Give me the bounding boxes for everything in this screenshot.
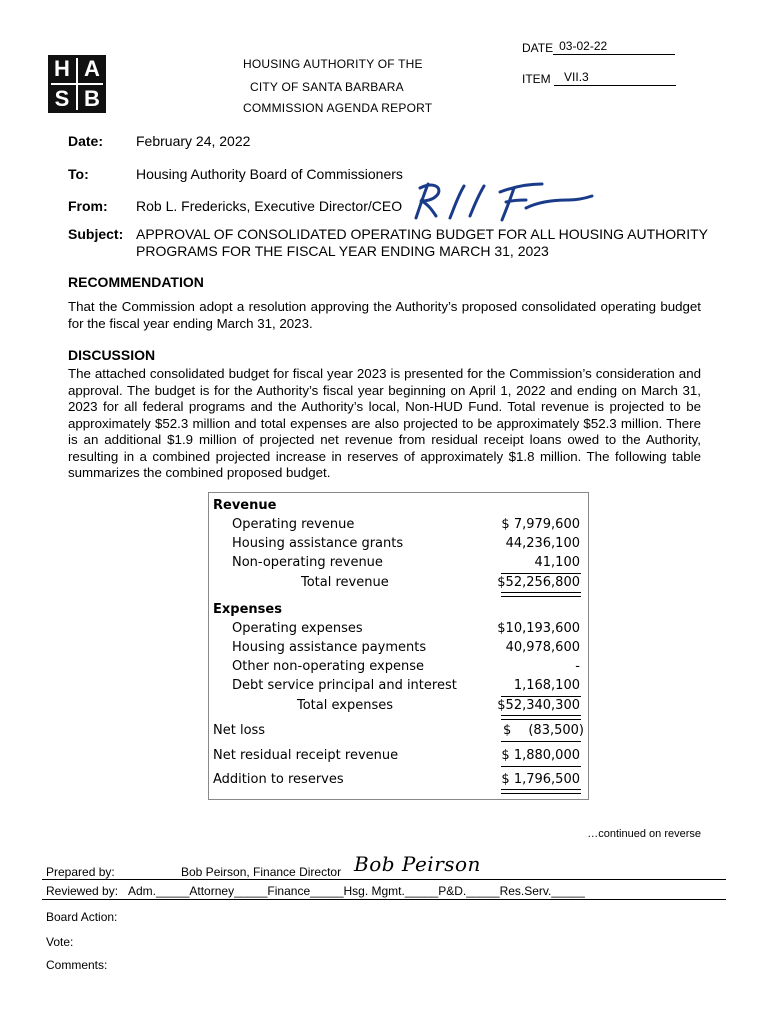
net-loss-value: (83,500) — [528, 723, 584, 738]
expense-item-value: - — [575, 659, 580, 674]
table-row — [209, 676, 588, 695]
continued-note: …continued on reverse — [587, 828, 701, 840]
memo-subject-label: Subject: — [68, 226, 124, 242]
expenses-heading: Expenses — [213, 602, 282, 617]
reserves-value: $ 1,796,500 — [501, 772, 580, 787]
total-expenses-row — [209, 696, 588, 715]
revenue-item-label: Operating revenue — [232, 517, 355, 532]
reviewed-line: Adm._____Attorney_____Finance_____Hsg. Mgmt._____P&D._____Res.Serv._____ — [128, 884, 585, 898]
expense-item-label: Other non-operating expense — [232, 659, 424, 674]
budget-summary-table — [208, 492, 589, 800]
logo-letter-h: H — [54, 56, 70, 81]
logo-divider-horizontal — [51, 83, 103, 85]
executive-signature — [398, 178, 598, 224]
total-revenue-value: $52,256,800 — [497, 575, 580, 590]
recommendation-heading: RECOMMENDATION — [68, 274, 204, 290]
meta-item-value: VII.3 — [564, 70, 589, 84]
board-action-label: Board Action: — [46, 910, 118, 924]
memo-from-label: From: — [68, 198, 108, 214]
reviewed-label: Reviewed by: — [46, 884, 119, 898]
expense-item-value: 1,168,100 — [513, 678, 580, 693]
revenue-item-value: 41,100 — [534, 555, 580, 570]
net-loss-rule — [501, 741, 581, 742]
memo-to-label: To: — [68, 166, 89, 182]
header-agency-line1: HOUSING AUTHORITY OF THE — [243, 57, 423, 71]
revenue-heading-row — [209, 496, 588, 515]
comments-label: Comments: — [46, 958, 108, 972]
footer-rule-2 — [42, 899, 726, 900]
logo-letter-a: A — [84, 56, 100, 81]
net-loss-currency: $ — [503, 723, 512, 738]
total-revenue-label: Total revenue — [301, 575, 389, 590]
memo-subject-line2: PROGRAMS FOR THE FISCAL YEAR ENDING MARCH 31, 2023 — [136, 243, 549, 259]
revenue-item-value: $ 7,979,600 — [501, 517, 580, 532]
memo-subject-line1: APPROVAL OF CONSOLIDATED OPERATING BUDGET FOR ALL HOUSING AUTHORITY — [136, 226, 709, 242]
prepared-value: Bob Peirson, Finance Director — [181, 865, 342, 879]
expense-item-label: Operating expenses — [232, 621, 363, 636]
revenue-item-label: Housing assistance grants — [232, 536, 404, 551]
discussion-heading: DISCUSSION — [68, 347, 156, 363]
meta-item — [522, 72, 676, 86]
header-agency-line2: CITY OF SANTA BARBARA — [250, 80, 404, 94]
table-row — [209, 657, 588, 676]
meta-date-line — [553, 41, 675, 55]
discussion-text: The attached consolidated budget for fiscal year 2023 is presented for the Commission’s consideration and approval. The budget is for the Authority’s fiscal year beginning on April 1, 2022 and ending on March 31, 2023 for all federal programs and the Authority’s local, Non-HUD Fund. Total revenue is projected to be approximately $52.3 million and total expenses are also projected to be approximately $52.3 million. There is an additional $1.9 million of projected net revenue from residual receipt loans owed to the Authority, resulting in a combined projected increase in reserves of approximately $1.8 million. The following table summarizes the combined proposed budget. — [68, 366, 701, 480]
residual-label: Net residual receipt revenue — [213, 748, 399, 763]
total-double-rule — [501, 592, 581, 597]
revenue-item-label: Non-operating revenue — [232, 555, 383, 570]
revenue-item-value: 44,236,100 — [505, 536, 580, 551]
reserves-label: Addition to reserves — [213, 772, 344, 787]
logo-letter-b: B — [84, 86, 100, 111]
logo-letter-s: S — [54, 86, 70, 111]
reserves-row — [209, 770, 588, 789]
footer-rule-1 — [42, 879, 726, 880]
meta-item-label: ITEM — [522, 72, 551, 86]
vote-label: Vote: — [46, 935, 74, 949]
memo-from-value: Rob L. Fredericks, Executive Director/CEO — [136, 198, 403, 214]
prepared-signature: Bob Peirson — [354, 852, 481, 876]
table-row — [209, 534, 588, 553]
meta-date — [522, 41, 675, 55]
meta-item-line — [554, 72, 676, 86]
expense-item-label: Housing assistance payments — [232, 640, 427, 655]
meta-date-label: DATE — [522, 41, 554, 55]
memo-date-value: February 24, 2022 — [136, 133, 251, 149]
table-row — [209, 553, 588, 572]
memo-date-label: Date: — [68, 133, 104, 149]
total-expenses-label: Total expenses — [297, 698, 393, 713]
total-double-rule — [501, 715, 581, 720]
expense-item-label: Debt service principal and interest — [232, 678, 457, 693]
total-expenses-value: $52,340,300 — [497, 698, 580, 713]
memo-to-value: Housing Authority Board of Commissioners — [136, 166, 403, 182]
residual-row — [209, 746, 588, 765]
recommendation-text: That the Commission adopt a resolution approving the Authority’s proposed consolidated operating budget for the fiscal year ending March 31, 2023. — [68, 299, 701, 331]
residual-value: $ 1,880,000 — [501, 748, 580, 763]
expense-item-value: 40,978,600 — [505, 640, 580, 655]
residual-rule — [501, 766, 581, 767]
net-loss-label: Net loss — [213, 723, 266, 738]
hasb-logo — [48, 55, 106, 113]
table-row — [209, 515, 588, 534]
prepared-label: Prepared by: — [46, 865, 115, 879]
expense-item-value: $10,193,600 — [497, 621, 580, 636]
meta-date-value: 03-02-22 — [559, 39, 608, 53]
header-report-title: COMMISSION AGENDA REPORT — [243, 101, 433, 115]
reserves-double-rule — [501, 789, 581, 794]
expenses-heading-row — [209, 600, 588, 619]
net-loss-row — [209, 721, 588, 740]
table-row — [209, 638, 588, 657]
table-row — [209, 619, 588, 638]
revenue-heading: Revenue — [213, 498, 277, 513]
total-revenue-row — [209, 573, 588, 592]
